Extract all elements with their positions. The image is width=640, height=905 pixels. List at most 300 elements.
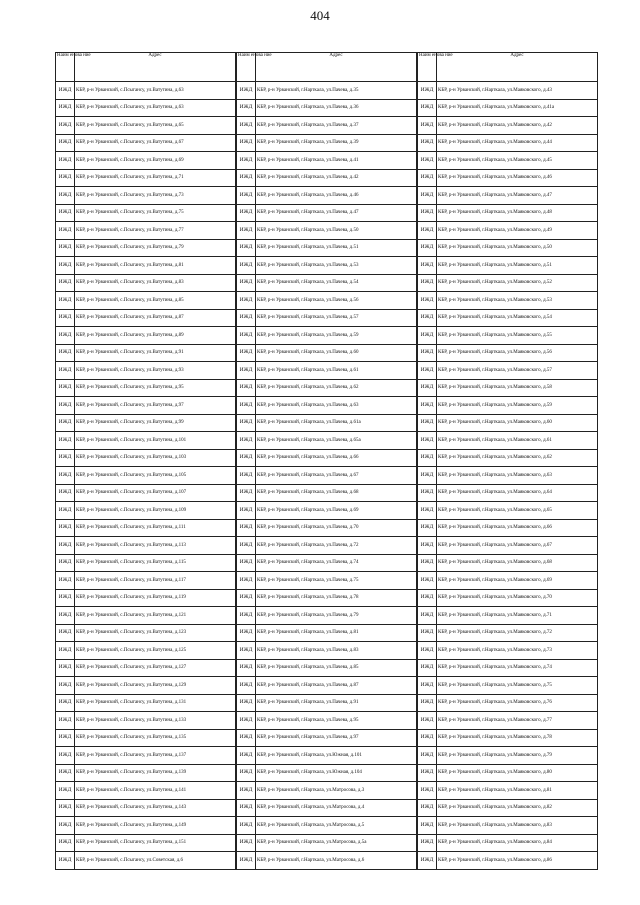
cell-type: ИЖД (56, 292, 75, 310)
cell-address: КБР, р-н Урванский, с.Псыгансу, ул.Ватутина, д.129 (75, 677, 236, 695)
cell-address: КБР, р-н Урванский, г.Нарткала, ул.Пачева, д.59 (256, 327, 417, 345)
cell-type: ИЖД (418, 607, 437, 625)
cell-type: ИЖД (237, 239, 256, 257)
table-body (237, 82, 417, 870)
table-row (237, 327, 417, 345)
cell-type: ИЖД (56, 257, 75, 275)
cell-address: КБР, р-н Урванский, г.Нарткала, ул.Пачева, д.46 (256, 187, 417, 205)
table-row (418, 834, 598, 852)
cell-type: ИЖД (237, 432, 256, 450)
table-row (237, 554, 417, 572)
cell-address: КБР, р-н Урванский, с.Псыгансу, ул.Ватутина, д.103 (75, 449, 236, 467)
table-row (418, 572, 598, 590)
cell-type: ИЖД (56, 747, 75, 765)
cell-type: ИЖД (237, 204, 256, 222)
table-row (418, 397, 598, 415)
cell-address: КБР, р-н Урванский, г.Нарткала, ул.Пачева, д.57 (256, 309, 417, 327)
cell-type: ИЖД (418, 327, 437, 345)
cell-type: ИЖД (418, 432, 437, 450)
table-row (56, 817, 236, 835)
cell-address: КБР, р-н Урванский, г.Нарткала, ул.Южная, д.104 (256, 764, 417, 782)
cell-address: КБР, р-н Урванский, г.Нарткала, ул.Матросова, д.3 (256, 782, 417, 800)
table-row (237, 747, 417, 765)
address-table-3 (417, 52, 598, 870)
cell-type: ИЖД (56, 152, 75, 170)
cell-type: ИЖД (418, 834, 437, 852)
cell-address: КБР, р-н Урванский, с.Псыгансу, ул.Ватутина, д.67 (75, 134, 236, 152)
table-row (237, 82, 417, 100)
cell-address: КБР, р-н Урванский, с.Псыгансу, ул.Ватутина, д.63 (75, 82, 236, 100)
cell-type: ИЖД (56, 222, 75, 240)
table-row (56, 852, 236, 870)
table-row (418, 292, 598, 310)
table-row (237, 834, 417, 852)
cell-address: КБР, р-н Урванский, г.Нарткала, ул.Маяковского, д.74 (437, 659, 598, 677)
cell-type: ИЖД (418, 152, 437, 170)
cell-address: КБР, р-н Урванский, г.Нарткала, ул.Южная, д.101 (256, 747, 417, 765)
cell-address: КБР, р-н Урванский, с.Псыгансу, ул.Ватутина, д.119 (75, 589, 236, 607)
cell-address: КБР, р-н Урванский, с.Псыгансу, ул.Ватутина, д.89 (75, 327, 236, 345)
cell-type: ИЖД (56, 239, 75, 257)
table-row (418, 519, 598, 537)
cell-type: ИЖД (56, 204, 75, 222)
table-row (237, 169, 417, 187)
cell-address: КБР, р-н Урванский, г.Нарткала, ул.Маяковского, д.45 (437, 152, 598, 170)
table-row (56, 834, 236, 852)
table-row (56, 729, 236, 747)
cell-address: КБР, р-н Урванский, с.Псыгансу, ул.Ватутина, д.127 (75, 659, 236, 677)
table-row (237, 764, 417, 782)
cell-address: КБР, р-н Урванский, с.Псыгансу, ул.Ватутина, д.149 (75, 817, 236, 835)
table-row (237, 134, 417, 152)
cell-address: КБР, р-н Урванский, с.Псыгансу, ул.Ватутина, д.69 (75, 152, 236, 170)
cell-type: ИЖД (237, 572, 256, 590)
header-type: Наим енова ние (237, 53, 256, 82)
table-row (237, 152, 417, 170)
table-row (237, 694, 417, 712)
table-row (56, 537, 236, 555)
cell-type: ИЖД (418, 204, 437, 222)
cell-type: ИЖД (237, 169, 256, 187)
cell-type: ИЖД (418, 782, 437, 800)
cell-type: ИЖД (237, 799, 256, 817)
table-row (418, 729, 598, 747)
table-row (237, 379, 417, 397)
cell-address: КБР, р-н Урванский, с.Псыгансу, ул.Ватутина, д.87 (75, 309, 236, 327)
cell-address: КБР, р-н Урванский, с.Псыгансу, ул.Ватутина, д.91 (75, 344, 236, 362)
cell-type: ИЖД (418, 292, 437, 310)
table-row (418, 274, 598, 292)
cell-address: КБР, р-н Урванский, с.Псыгансу, ул.Ватутина, д.77 (75, 222, 236, 240)
table-row (56, 379, 236, 397)
table-row (56, 694, 236, 712)
table-row (56, 467, 236, 485)
cell-type: ИЖД (418, 642, 437, 660)
cell-type: ИЖД (418, 799, 437, 817)
header-address: Адрес (437, 53, 598, 82)
cell-type: ИЖД (418, 572, 437, 590)
cell-address: КБР, р-н Урванский, с.Псыгансу, ул.Ватутина, д.109 (75, 502, 236, 520)
cell-type: ИЖД (418, 134, 437, 152)
cell-type: ИЖД (56, 624, 75, 642)
cell-address: КБР, р-н Урванский, с.Псыгансу, ул.Ватутина, д.105 (75, 467, 236, 485)
cell-type: ИЖД (56, 572, 75, 590)
cell-type: ИЖД (237, 379, 256, 397)
table-row (237, 712, 417, 730)
cell-address: КБР, р-н Урванский, г.Нарткала, ул.Пачева, д.36 (256, 99, 417, 117)
cell-address: КБР, р-н Урванский, с.Псыгансу, ул.Ватутина, д.137 (75, 747, 236, 765)
cell-type: ИЖД (237, 782, 256, 800)
cell-type: ИЖД (418, 187, 437, 205)
cell-address: КБР, р-н Урванский, г.Нарткала, ул.Пачева, д.81 (256, 624, 417, 642)
cell-address: КБР, р-н Урванский, г.Нарткала, ул.Пачева, д.51 (256, 239, 417, 257)
table-row (418, 799, 598, 817)
cell-address: КБР, р-н Урванский, г.Нарткала, ул.Маяковского, д.75 (437, 677, 598, 695)
table-row (237, 222, 417, 240)
table-row (237, 397, 417, 415)
cell-address: КБР, р-н Урванский, г.Нарткала, ул.Пачева, д.50 (256, 222, 417, 240)
cell-address: КБР, р-н Урванский, с.Псыгансу, ул.Советская, д.6 (75, 852, 236, 870)
cell-address: КБР, р-н Урванский, г.Нарткала, ул.Маяковского, д.77 (437, 712, 598, 730)
cell-address: КБР, р-н Урванский, г.Нарткала, ул.Пачева, д.97 (256, 729, 417, 747)
cell-address: КБР, р-н Урванский, г.Нарткала, ул.Маяковского, д.65 (437, 502, 598, 520)
cell-type: ИЖД (418, 344, 437, 362)
cell-type: ИЖД (237, 607, 256, 625)
cell-address: КБР, р-н Урванский, г.Нарткала, ул.Маяковского, д.67 (437, 537, 598, 555)
cell-type: ИЖД (237, 642, 256, 660)
table-row (418, 204, 598, 222)
cell-address: КБР, р-н Урванский, г.Нарткала, ул.Маяковского, д.62 (437, 449, 598, 467)
cell-address: КБР, р-н Урванский, г.Нарткала, ул.Пачева, д.47 (256, 204, 417, 222)
table-row (418, 82, 598, 100)
table-row (237, 344, 417, 362)
cell-type: ИЖД (418, 554, 437, 572)
table-row (418, 554, 598, 572)
cell-type: ИЖД (237, 519, 256, 537)
cell-type: ИЖД (418, 624, 437, 642)
cell-type: ИЖД (56, 187, 75, 205)
table-row (418, 99, 598, 117)
cell-type: ИЖД (56, 677, 75, 695)
cell-type: ИЖД (56, 659, 75, 677)
cell-type: ИЖД (56, 537, 75, 555)
cell-type: ИЖД (418, 169, 437, 187)
cell-type: ИЖД (56, 397, 75, 415)
cell-address: КБР, р-н Урванский, с.Псыгансу, ул.Ватутина, д.97 (75, 397, 236, 415)
cell-type: ИЖД (56, 414, 75, 432)
table-row (418, 187, 598, 205)
table-row (418, 624, 598, 642)
cell-address: КБР, р-н Урванский, г.Нарткала, ул.Пачева, д.74 (256, 554, 417, 572)
table-row (418, 379, 598, 397)
table-row (418, 257, 598, 275)
cell-address: КБР, р-н Урванский, с.Псыгансу, ул.Ватутина, д.65 (75, 117, 236, 135)
cell-type: ИЖД (418, 589, 437, 607)
table-row (418, 642, 598, 660)
table-row (237, 817, 417, 835)
table-row (418, 239, 598, 257)
table-row (237, 257, 417, 275)
cell-type: ИЖД (237, 764, 256, 782)
cell-address: КБР, р-н Урванский, г.Нарткала, ул.Маяковского, д.80 (437, 764, 598, 782)
cell-address: КБР, р-н Урванский, г.Нарткала, ул.Маяковского, д.51 (437, 257, 598, 275)
cell-address: КБР, р-н Урванский, г.Нарткала, ул.Матросова, д.5а (256, 834, 417, 852)
cell-address: КБР, р-н Урванский, г.Нарткала, ул.Маяковского, д.63 (437, 467, 598, 485)
cell-address: КБР, р-н Урванский, г.Нарткала, ул.Маяковского, д.71 (437, 607, 598, 625)
table-row (418, 327, 598, 345)
table-row (237, 537, 417, 555)
cell-address: КБР, р-н Урванский, с.Псыгансу, ул.Ватутина, д.73 (75, 187, 236, 205)
table-row (418, 782, 598, 800)
cell-type: ИЖД (56, 134, 75, 152)
cell-type: ИЖД (237, 274, 256, 292)
cell-address: КБР, р-н Урванский, г.Нарткала, ул.Маяковского, д.81 (437, 782, 598, 800)
table-row (418, 659, 598, 677)
cell-address: КБР, р-н Урванский, г.Нарткала, ул.Пачева, д.85 (256, 659, 417, 677)
table-row (237, 309, 417, 327)
cell-address: КБР, р-н Урванский, г.Нарткала, ул.Маяковского, д.78 (437, 729, 598, 747)
cell-address: КБР, р-н Урванский, г.Нарткала, ул.Пачева, д.95 (256, 712, 417, 730)
cell-type: ИЖД (237, 82, 256, 100)
cell-type: ИЖД (237, 467, 256, 485)
cell-type: ИЖД (237, 484, 256, 502)
cell-type: ИЖД (56, 449, 75, 467)
table-header-row (56, 53, 236, 82)
table-row (237, 677, 417, 695)
cell-address: КБР, р-н Урванский, с.Псыгансу, ул.Ватутина, д.125 (75, 642, 236, 660)
cell-address: КБР, р-н Урванский, г.Нарткала, ул.Маяковского, д.49 (437, 222, 598, 240)
table-row (237, 607, 417, 625)
cell-address: КБР, р-н Урванский, г.Нарткала, ул.Маяковского, д.59 (437, 397, 598, 415)
cell-address: КБР, р-н Урванский, г.Нарткала, ул.Маяковского, д.76 (437, 694, 598, 712)
cell-address: КБР, р-н Урванский, с.Псыгансу, ул.Ватутина, д.135 (75, 729, 236, 747)
cell-address: КБР, р-н Урванский, с.Псыгансу, ул.Ватутина, д.121 (75, 607, 236, 625)
table-row (56, 607, 236, 625)
cell-type: ИЖД (237, 222, 256, 240)
header-address: Адрес (256, 53, 417, 82)
cell-address: КБР, р-н Урванский, г.Нарткала, ул.Маяковского, д.58 (437, 379, 598, 397)
cell-type: ИЖД (418, 817, 437, 835)
cell-type: ИЖД (418, 82, 437, 100)
cell-type: ИЖД (237, 659, 256, 677)
cell-address: КБР, р-н Урванский, г.Нарткала, ул.Пачева, д.41 (256, 152, 417, 170)
cell-type: ИЖД (56, 362, 75, 380)
cell-address: КБР, р-н Урванский, г.Нарткала, ул.Маяковского, д.86 (437, 852, 598, 870)
table-row (56, 782, 236, 800)
table-row (237, 782, 417, 800)
cell-address: КБР, р-н Урванский, г.Нарткала, ул.Пачева, д.70 (256, 519, 417, 537)
cell-address: КБР, р-н Урванский, г.Нарткала, ул.Пачева, д.62 (256, 379, 417, 397)
table-row (56, 134, 236, 152)
table-row (56, 362, 236, 380)
table-row (237, 292, 417, 310)
cell-address: КБР, р-н Урванский, г.Нарткала, ул.Пачева, д.42 (256, 169, 417, 187)
cell-address: КБР, р-н Урванский, г.Нарткала, ул.Пачева, д.39 (256, 134, 417, 152)
cell-address: КБР, р-н Урванский, г.Нарткала, ул.Пачева, д.63 (256, 397, 417, 415)
cell-type: ИЖД (418, 519, 437, 537)
table-row (237, 799, 417, 817)
table-row (237, 99, 417, 117)
cell-type: ИЖД (418, 222, 437, 240)
table-row (418, 852, 598, 870)
cell-type: ИЖД (237, 449, 256, 467)
table-row (237, 239, 417, 257)
cell-type: ИЖД (56, 309, 75, 327)
cell-address: КБР, р-н Урванский, с.Псыгансу, ул.Ватутина, д.63 (75, 99, 236, 117)
cell-type: ИЖД (237, 694, 256, 712)
cell-address: КБР, р-н Урванский, г.Нарткала, ул.Маяковского, д.70 (437, 589, 598, 607)
cell-type: ИЖД (56, 484, 75, 502)
table-row (237, 362, 417, 380)
table-row (56, 309, 236, 327)
cell-address: КБР, р-н Урванский, с.Псыгансу, ул.Ватутина, д.101 (75, 432, 236, 450)
cell-type: ИЖД (418, 764, 437, 782)
cell-type: ИЖД (418, 309, 437, 327)
cell-address: КБР, р-н Урванский, с.Псыгансу, ул.Ватутина, д.133 (75, 712, 236, 730)
cell-type: ИЖД (56, 432, 75, 450)
cell-address: КБР, р-н Урванский, с.Псыгансу, ул.Ватутина, д.117 (75, 572, 236, 590)
table-body (56, 82, 236, 870)
table-header-row (418, 53, 598, 82)
table-row (237, 467, 417, 485)
table-row (418, 502, 598, 520)
cell-type: ИЖД (418, 484, 437, 502)
cell-type: ИЖД (418, 274, 437, 292)
table-row (56, 624, 236, 642)
cell-address: КБР, р-н Урванский, с.Псыгансу, ул.Ватутина, д.79 (75, 239, 236, 257)
cell-address: КБР, р-н Урванский, г.Нарткала, ул.Маяковского, д.43 (437, 82, 598, 100)
address-table-2 (236, 52, 417, 870)
cell-type: ИЖД (237, 502, 256, 520)
cell-address: КБР, р-н Урванский, с.Псыгансу, ул.Ватутина, д.75 (75, 204, 236, 222)
cell-type: ИЖД (418, 397, 437, 415)
table-row (418, 712, 598, 730)
cell-address: КБР, р-н Урванский, с.Псыгансу, ул.Ватутина, д.95 (75, 379, 236, 397)
table-row (418, 537, 598, 555)
cell-type: ИЖД (56, 99, 75, 117)
table-row (418, 432, 598, 450)
cell-address: КБР, р-н Урванский, г.Нарткала, ул.Пачева, д.91 (256, 694, 417, 712)
cell-type: ИЖД (237, 362, 256, 380)
cell-type: ИЖД (56, 344, 75, 362)
table-row (418, 222, 598, 240)
cell-type: ИЖД (237, 397, 256, 415)
table-row (418, 117, 598, 135)
cell-type: ИЖД (237, 589, 256, 607)
cell-address: КБР, р-н Урванский, г.Нарткала, ул.Маяковского, д.50 (437, 239, 598, 257)
cell-address: КБР, р-н Урванский, г.Нарткала, ул.Пачева, д.69 (256, 502, 417, 520)
cell-type: ИЖД (418, 239, 437, 257)
cell-type: ИЖД (418, 117, 437, 135)
cell-address: КБР, р-н Урванский, г.Нарткала, ул.Маяковского, д.46 (437, 169, 598, 187)
table-row (237, 589, 417, 607)
cell-address: КБР, р-н Урванский, г.Нарткала, ул.Маяковского, д.44 (437, 134, 598, 152)
cell-address: КБР, р-н Урванский, г.Нарткала, ул.Маяковского, д.72 (437, 624, 598, 642)
cell-type: ИЖД (418, 379, 437, 397)
cell-type: ИЖД (56, 712, 75, 730)
table-row (56, 292, 236, 310)
cell-address: КБР, р-н Урванский, г.Нарткала, ул.Маяковского, д.52 (437, 274, 598, 292)
cell-address: КБР, р-н Урванский, с.Псыгансу, ул.Ватутина, д.99 (75, 414, 236, 432)
cell-type: ИЖД (56, 502, 75, 520)
cell-type: ИЖД (237, 99, 256, 117)
table-row (418, 677, 598, 695)
cell-address: КБР, р-н Урванский, г.Нарткала, ул.Пачева, д.75 (256, 572, 417, 590)
cell-address: КБР, р-н Урванский, г.Нарткала, ул.Пачева, д.35 (256, 82, 417, 100)
table-row (56, 257, 236, 275)
header-type: Наим енова ние (56, 53, 75, 82)
cell-type: ИЖД (418, 257, 437, 275)
table-row (418, 607, 598, 625)
table-row (237, 852, 417, 870)
cell-type: ИЖД (56, 379, 75, 397)
table-row (56, 554, 236, 572)
page-number: 404 (310, 8, 330, 23)
cell-address: КБР, р-н Урванский, г.Нарткала, ул.Пачева, д.66 (256, 449, 417, 467)
table-row (56, 117, 236, 135)
cell-type: ИЖД (418, 712, 437, 730)
cell-type: ИЖД (56, 834, 75, 852)
table-row (237, 187, 417, 205)
cell-address: КБР, р-н Урванский, г.Нарткала, ул.Маяковского, д.48 (437, 204, 598, 222)
cell-address: КБР, р-н Урванский, г.Нарткала, ул.Матросова, д.4 (256, 799, 417, 817)
cell-address: КБР, р-н Урванский, г.Нарткала, ул.Матросова, д.5 (256, 817, 417, 835)
cell-type: ИЖД (237, 624, 256, 642)
cell-address: КБР, р-н Урванский, г.Нарткала, ул.Матросова, д.6 (256, 852, 417, 870)
cell-address: КБР, р-н Урванский, г.Нарткала, ул.Маяковского, д.84 (437, 834, 598, 852)
table-row (418, 414, 598, 432)
cell-type: ИЖД (237, 747, 256, 765)
cell-address: КБР, р-н Урванский, г.Нарткала, ул.Маяковского, д.57 (437, 362, 598, 380)
table-row (56, 414, 236, 432)
cell-type: ИЖД (237, 117, 256, 135)
cell-address: КБР, р-н Урванский, г.Нарткала, ул.Маяковского, д.61 (437, 432, 598, 450)
table-row (56, 484, 236, 502)
header-type: Наим енова ние (418, 53, 437, 82)
cell-address: КБР, р-н Урванский, с.Псыгансу, ул.Ватутина, д.111 (75, 519, 236, 537)
table-header-row (237, 53, 417, 82)
table-row (56, 519, 236, 537)
cell-address: КБР, р-н Урванский, г.Нарткала, ул.Маяковского, д.73 (437, 642, 598, 660)
cell-type: ИЖД (237, 712, 256, 730)
cell-address: КБР, р-н Урванский, с.Псыгансу, ул.Ватутина, д.93 (75, 362, 236, 380)
table-row (56, 187, 236, 205)
table-row (56, 274, 236, 292)
cell-type: ИЖД (237, 187, 256, 205)
cell-address: КБР, р-н Урванский, с.Псыгансу, ул.Ватутина, д.113 (75, 537, 236, 555)
table-row (56, 169, 236, 187)
cell-address: КБР, р-н Урванский, г.Нарткала, ул.Маяковского, д.64 (437, 484, 598, 502)
cell-type: ИЖД (237, 834, 256, 852)
table-row (56, 239, 236, 257)
table-row (418, 309, 598, 327)
cell-type: ИЖД (56, 817, 75, 835)
cell-address: КБР, р-н Урванский, с.Псыгансу, ул.Ватутина, д.81 (75, 257, 236, 275)
cell-type: ИЖД (237, 292, 256, 310)
cell-address: КБР, р-н Урванский, г.Нарткала, ул.Пачева, д.60 (256, 344, 417, 362)
cell-address: КБР, р-н Урванский, г.Нарткала, ул.Маяковского, д.69 (437, 572, 598, 590)
cell-type: ИЖД (56, 82, 75, 100)
cell-address: КБР, р-н Урванский, с.Псыгансу, ул.Ватутина, д.83 (75, 274, 236, 292)
cell-type: ИЖД (56, 642, 75, 660)
cell-address: КБР, р-н Урванский, г.Нарткала, ул.Пачева, д.65а (256, 432, 417, 450)
cell-type: ИЖД (237, 134, 256, 152)
table-row (237, 642, 417, 660)
cell-address: КБР, р-н Урванский, г.Нарткала, ул.Пачева, д.67 (256, 467, 417, 485)
cell-address: КБР, р-н Урванский, с.Псыгансу, ул.Ватутина, д.131 (75, 694, 236, 712)
cell-address: КБР, р-н Урванский, с.Псыгансу, ул.Ватутина, д.151 (75, 834, 236, 852)
cell-address: КБР, р-н Урванский, г.Нарткала, ул.Маяковского, д.47 (437, 187, 598, 205)
